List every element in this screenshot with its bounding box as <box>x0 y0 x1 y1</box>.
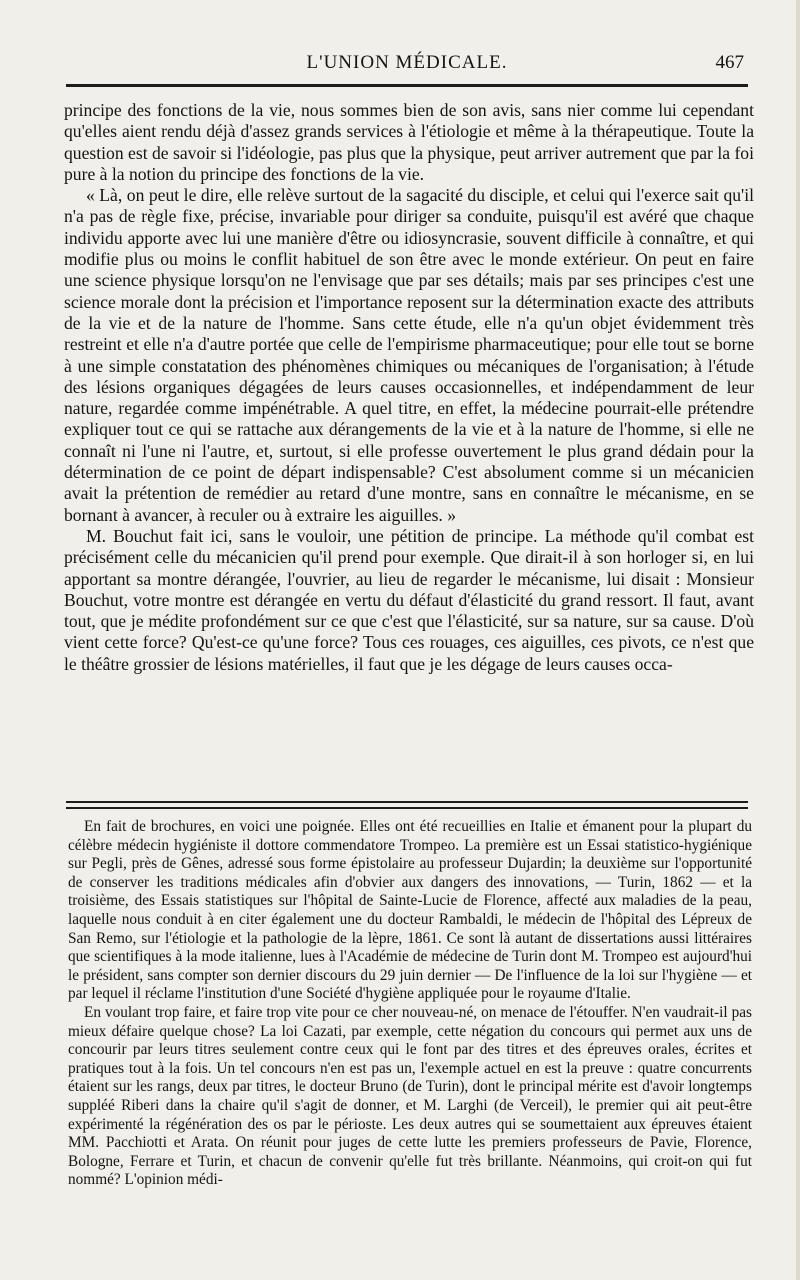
feuilleton-paragraph: En fait de brochures, en voici une poignée. Elles ont été recueillies en Italie et émanent pour la plupart du célèbre médecin hygiéniste il dottore commendatore Trompeo. La première est un Essai statistico-hygiénique sur Pegli, près de Gênes, adressé sous forme épistolaire au professeur Dujardin; la deuxième sur l'opportunité de conserver les traditions médicales afin d'obvier aux dangers des innovations, — Turin, 1862 — et la troisième, des Essais statistiques sur l'hôpital de Sainte-Lucie de Florence, affecté aux maladies de la peau, laquelle nous conduit à en citer également une du docteur Rambaldi, le médecin de l'hôpital des Lépreux de San Remo, sur l'étiologie et la pathologie de la lèpre, 1861. Ce sont là autant de dissertations aussi littéraires que scientifiques à la mode italienne, lues à l'Académie de médecine de Turin dont M. Trompeo est aujourd'hui le président, sans compter son dernier discours du 29 juin dernier — De l'influence de la loi sur l'hygiène — et par lequel il réclame l'institution d'une Société d'hygiène appliquée pour le royaume d'Italie. <box>68 818 752 1003</box>
main-paragraph: principe des fonctions de la vie, nous sommes bien de son avis, sans nier comme lui cependant qu'elles aient rendu déjà d'assez grands services à l'étiologie et même à la thérapeutique. Toute la question est de savoir si l'idéologie, pas plus que la physique, peut arriver autrement que par la foi pure à la notion du principe des fonctions de la vie. <box>64 100 754 184</box>
feuilleton-text <box>68 818 752 1190</box>
page-number: 467 <box>715 52 744 73</box>
header-rule <box>66 84 748 87</box>
section-divider <box>66 801 748 809</box>
main-paragraph: M. Bouchut fait ici, sans le vouloir, une pétition de principe. La méthode qu'il combat est précisément celle du mécanicien qu'il prend pour exemple. Que dirait-il à son horloger si, en lui apportant sa montre dérangée, l'ouvrier, au lieu de regarder le mécanisme, lui disait : Monsieur Bouchut, votre montre est dérangée en vertu du défaut d'élasticité du grand ressort. Il faut, avant tout, que je médite profondément sur ce que c'est que l'élasticité, sur sa nature, sur sa cause. D'où vient cette force? Qu'est-ce qu'une force? Tous ces rouages, ces aiguilles, ces pivots, ce n'est que le théâtre grossier de lésions matérielles, il faut que je les dégage de leurs causes occa- <box>64 525 754 674</box>
feuilleton-paragraph: En voulant trop faire, et faire trop vite pour ce cher nouveau-né, on menace de l'étouffer. N'en vaudrait-il pas mieux défaire quelque chose? La loi Cazati, par exemple, cette négation du concours qui permet aux uns de concourir par leurs titres seulement contre ceux qui le font par des titres et des épreuves orales, écrites et pratiques tout à la fois. Un tel concours n'en est pas un, l'exemple actuel en est la preuve : quatre concurrents étaient sur les rangs, deux par titres, le docteur Bruno (de Turin), dont le principal mérite est d'avoir longtemps suppléé Riberi dans la chaire qu'il s'agit de donner, et M. Larghi (de Verceil), le premier qui ait peut-être expérimenté la régénération des os par le périoste. Les deux autres qui se soumettaient aux épreuves étaient MM. Pacchiotti et Arata. On réunit pour juges de cette lutte les premiers professeurs de Pavie, Florence, Bologne, Ferrare et Turin, et chacun de convenir qu'elle fut très brillante. Néanmoins, qui croit-on qui fut nommé? L'opinion médi- <box>68 1003 752 1189</box>
running-title: L'UNION MÉDICALE. <box>306 52 508 73</box>
page-header <box>62 52 752 78</box>
main-text <box>64 100 754 675</box>
main-paragraph: « Là, on peut le dire, elle relève surtout de la sagacité du disciple, et celui qui l'exerce sait qu'il n'a pas de règle fixe, précise, invariable pour diriger sa conduite, puisqu'il est avéré que chaque individu apporte avec lui une manière d'être ou idiosyncrasie, souvent difficile à connaître, et qui modifie plus ou moins le conflit habituel de son être avec le monde extérieur. On peut en faire une science physique lorsqu'on ne l'envisage que par ses détails; mais par ses principes c'est une science morale dont la précision et l'importance reposent sur la détermination exacte des attributs de la vie et de la nature de l'homme. Sans cette étude, elle n'a qu'un objet évidemment très restreint et elle n'a d'autre portée que celle de l'empirisme pharmaceutique; pour elle tout se borne à une simple constatation des phénomènes chimiques ou mécaniques de l'organisation; à l'étude des lésions organiques dégagées de leurs causes occasionnelles, et indépendamment de leur nature, regardée comme impénétrable. A quel titre, en effet, la médecine pourrait-elle prétendre expliquer tout ce qui se rattache aux dérangements de la vie et à la nature de l'homme, si elle ne connaît ni l'une ni l'autre, et, surtout, si elle professe ouvertement le plus grand dédain pour la détermination de ce point de départ indispensable? C'est absolument comme si un mécanicien avait la prétention de remédier au retard d'une montre, sans en connaître le mécanisme, en se bornant à avancer, à reculer ou à extraire les aiguilles. » <box>64 185 754 525</box>
page-edge <box>796 0 800 1280</box>
